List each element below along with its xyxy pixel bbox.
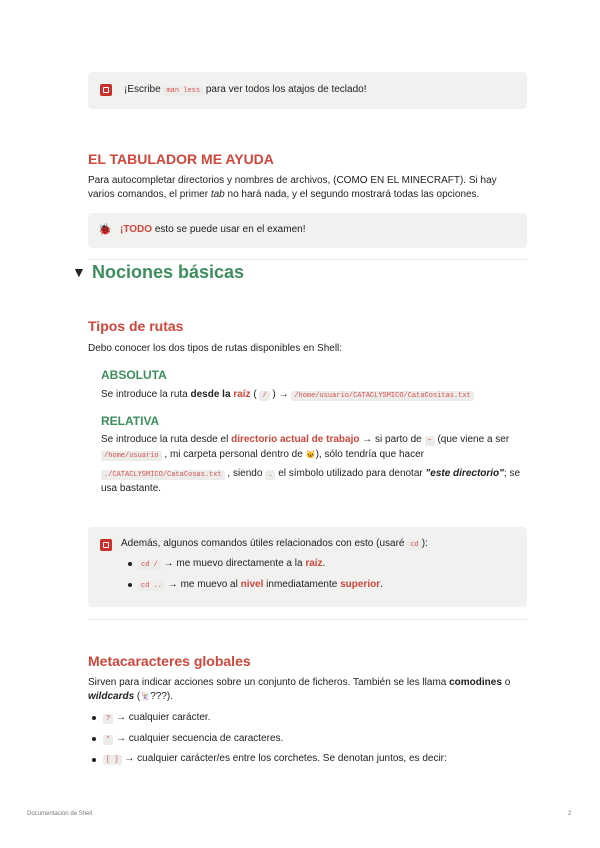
inline-code: [ ] <box>103 755 122 765</box>
paragraph: wildcards (🃏???). <box>88 691 174 702</box>
bullet <box>128 583 132 587</box>
inline-code: ~ <box>425 436 435 446</box>
divider <box>88 259 527 260</box>
divider <box>88 619 527 620</box>
callout-text: ¡TODO esto se puede usar en el examen! <box>120 224 306 235</box>
notepad-icon <box>100 539 112 551</box>
paragraph: ./CATACLYSMICO/CataCosas.txt , siendo . el símbolo utilizado para denotar "este directorio"; se <box>101 467 520 482</box>
subheading-relativa: RELATIVA <box>101 414 160 428</box>
page-number: 2 <box>568 811 572 817</box>
section-heading-rutas: Tipos de rutas <box>88 318 184 334</box>
bullet <box>92 716 96 720</box>
section-heading-metacaracteres: Metacaracteres globales <box>88 653 251 669</box>
toggle-arrow-icon[interactable]: ▼ <box>72 264 86 280</box>
inline-code: . <box>265 470 275 480</box>
list-item: ? → cualquier carácter. <box>103 711 210 726</box>
paragraph: varios comandos, el primer tab no hará nada, y el segundo mostrará todas las opciones. <box>88 189 480 200</box>
callout-keyboard-tip <box>88 72 527 109</box>
paragraph: Se introduce la ruta desde la raíz ( / ) → /home/usuario/CATACLYSMICO/CataCositas.txt <box>101 388 474 403</box>
section-heading-tabulador: EL TABULADOR ME AYUDA <box>88 151 274 167</box>
inline-code: /home/usuario <box>101 451 162 461</box>
list-item: cd / → me muevo directamente a la raíz. <box>138 557 325 572</box>
joker-icon: 🃏 <box>140 692 151 701</box>
list-item: cd .. → me muevo al nivel inmediatamente superior. <box>138 578 383 593</box>
list-item: [ ] → cualquier carácter/es entre los corchetes. Se denotan juntos, es decir: <box>103 752 447 767</box>
bullet <box>128 562 132 566</box>
paragraph: /home/usuario , mi carpeta personal dentro de 🐱), sólo tendría que hacer <box>101 448 424 463</box>
list-item: * → cualquier secuencia de caracteres. <box>103 732 283 747</box>
paragraph: Sirven para indicar acciones sobre un conjunto de ficheros. También se les llama comodines o <box>88 677 511 688</box>
bullet <box>92 758 96 762</box>
callout-todo <box>88 213 527 248</box>
paragraph: usa bastante. <box>101 483 162 494</box>
inline-code: /home/usuario/CATACLYSMICO/CataCositas.txt <box>291 391 473 401</box>
cat-icon: 🐱 <box>305 450 316 459</box>
inline-code: man less <box>163 86 203 96</box>
toggle-heading[interactable]: Nociones básicas <box>92 262 245 282</box>
callout-text: ¡Escribe man less para ver todos los atajos de teclado! <box>124 84 367 95</box>
paragraph: Se introduce la ruta desde el directorio actual de trabajo → si parto de ~ (que viene a ser <box>101 434 510 445</box>
footer-title: Documentación de Shell <box>27 811 93 817</box>
inline-code: cd / <box>138 560 161 570</box>
inline-code: ./CATACLYSMICO/CataCosas.txt <box>101 470 225 480</box>
paragraph: Debo conocer los dos tipos de rutas disponibles en Shell: <box>88 343 343 354</box>
callout-text: Además, algunos comandos útiles relacionados con esto (usaré cd ): <box>121 538 428 549</box>
inline-code: / <box>259 391 269 401</box>
notepad-icon <box>100 84 112 96</box>
inline-code: cd .. <box>138 581 165 591</box>
paragraph: Para autocompletar directorios y nombres de archivos, (COMO EN EL MINECRAFT). Si hay <box>88 175 497 186</box>
callout-cd-commands <box>88 527 527 607</box>
subheading-absoluta: ABSOLUTA <box>101 368 167 382</box>
bullet <box>92 737 96 741</box>
inline-code: * <box>103 735 113 745</box>
inline-code: ? <box>103 714 113 724</box>
bug-icon: 🐞 <box>98 224 112 236</box>
inline-code: cd <box>407 540 421 550</box>
